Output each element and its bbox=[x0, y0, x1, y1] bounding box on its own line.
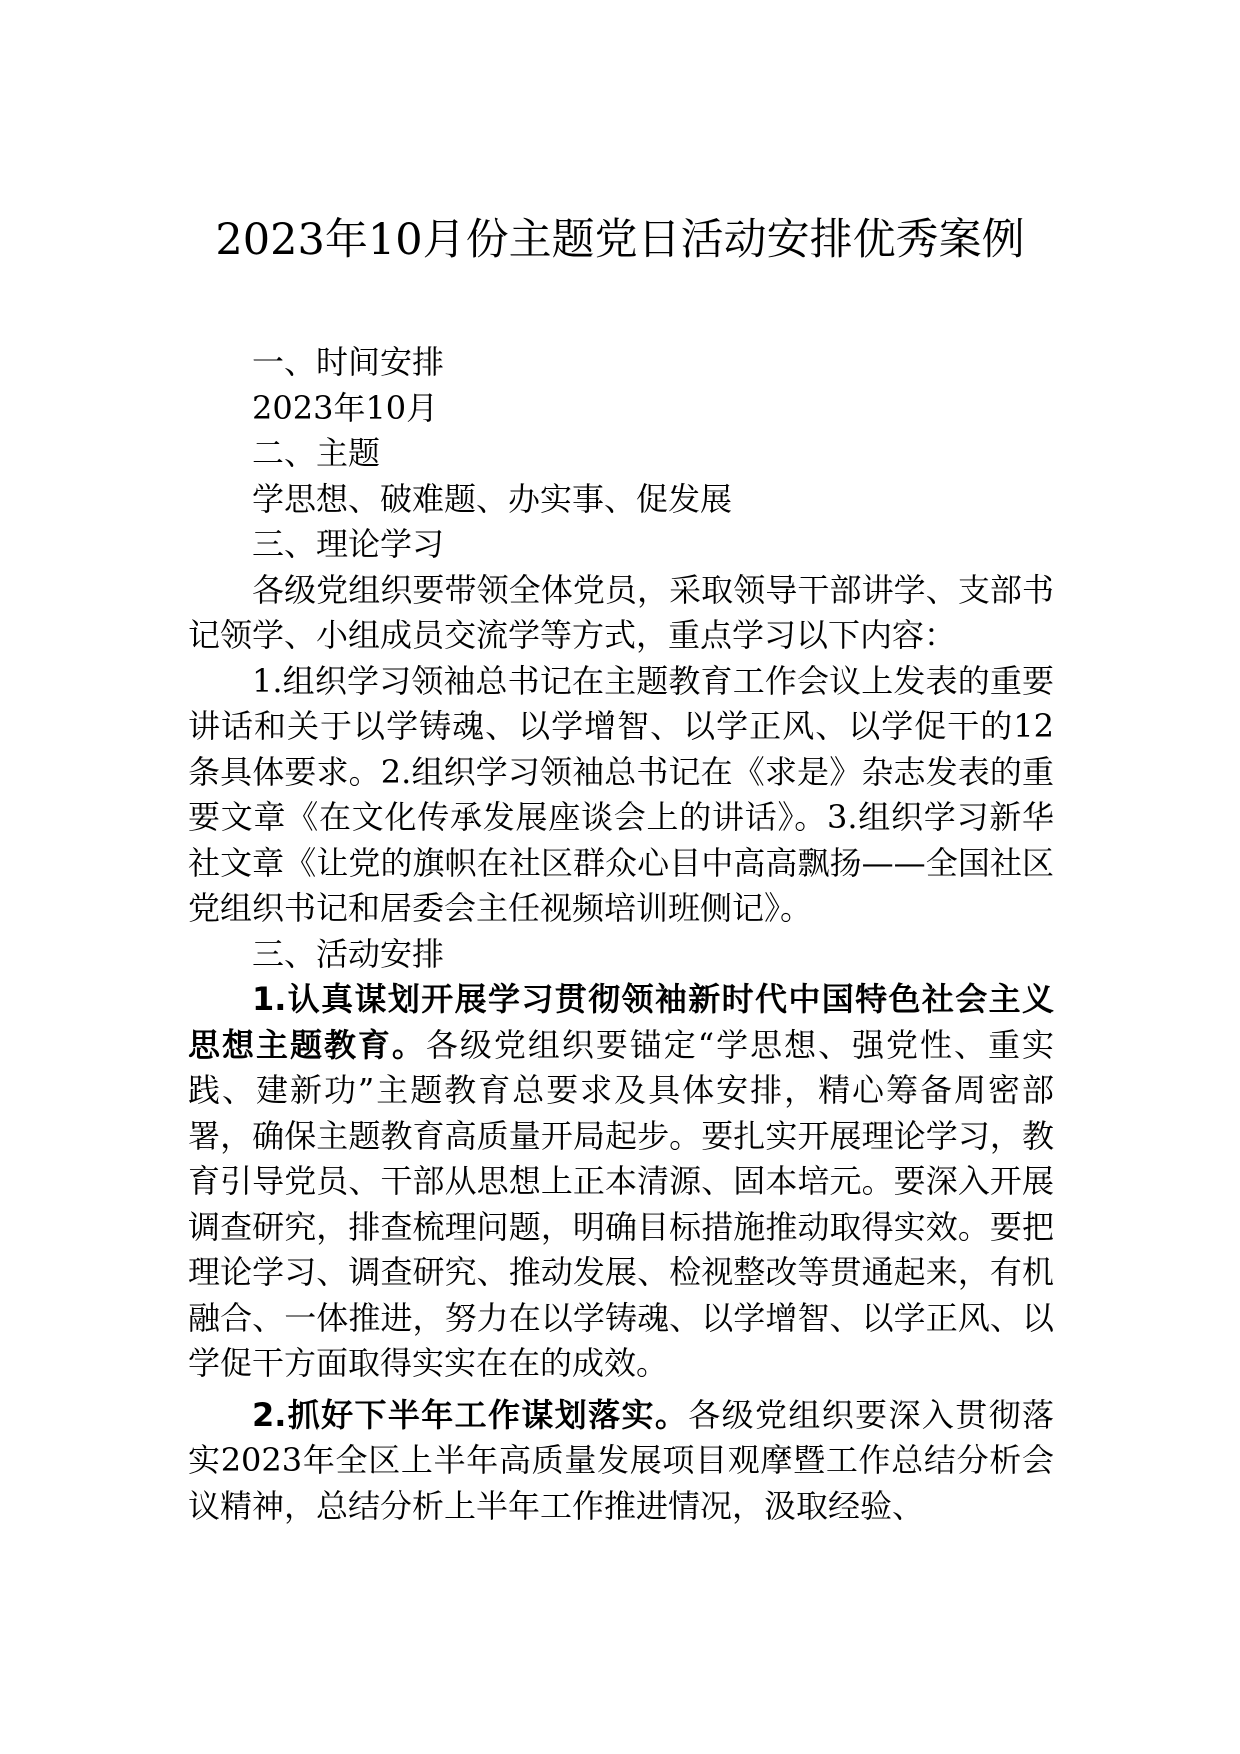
document-body bbox=[188, 340, 1054, 1529]
activity-item-2-text: 各级党组织要深入贯彻落实2023年全区上半年高质量发展项目观摩暨工作总结分析会议精神，总结分析上半年工作推进情况，汲取经验、 bbox=[188, 1395, 1054, 1525]
activity-item-2 bbox=[188, 1393, 1054, 1530]
section-heading-study: 三、理论学习 bbox=[252, 525, 445, 563]
activity-item-1-heading: 1.认真谋划开展学习贯彻领袖新时代中国特色社会主义思想主题教育。 bbox=[188, 980, 1054, 1064]
section-text-theme: 学思想、破难题、办实事、促发展 bbox=[252, 479, 733, 518]
document-title: 2023年10月份主题党日活动安排优秀案例 bbox=[215, 215, 1025, 265]
section-heading-theme: 二、主题 bbox=[252, 434, 381, 472]
activity-item-2-heading: 2.抓好下半年工作谋划落实。 bbox=[252, 1395, 689, 1434]
study-items-paragraph: 1.组织学习领袖总书记在主题教育工作会议上发表的重要讲话和关于以学铸魂、以学增智、以学正风、以学促干的12条具体要求。2.组织学习领袖总书记在《求是》杂志发表的重要文章《在文化传承发展座谈会上的讲话》。3.组织学习新华社文章《让党的旗帜在社区群众心目中高高飘扬——全国社区党组织书记和居委会主任视频培训班侧记》。 bbox=[188, 661, 1054, 927]
section-heading-activities: 三、活动安排 bbox=[252, 934, 445, 973]
section-text-time: 2023年10月 bbox=[252, 388, 439, 427]
activity-item-1 bbox=[188, 977, 1054, 1387]
study-intro-paragraph: 各级党组织要带领全体党员，采取领导干部讲学、支部书记领学、小组成员交流学等方式，重点学习以下内容： bbox=[188, 570, 1054, 654]
section-heading-time: 一、时间安排 bbox=[252, 343, 445, 381]
activity-item-1-text: 各级党组织要锚定“学思想、强党性、重实践、建新功”主题教育总要求及具体安排，精心筹备周密部署，确保主题教育高质量开局起步。要扎实开展理论学习，教育引导党员、干部从思想上正本清源、固本培元。要深入开展调查研究，排查梳理问题，明确目标措施推动取得实效。要把理论学习、调查研究、推动发展、检视整改等贯通起来，有机融合、一体推进，努力在以学铸魂、以学增智、以学正风、以学促干方面取得实实在在的成效。 bbox=[188, 1025, 1054, 1382]
